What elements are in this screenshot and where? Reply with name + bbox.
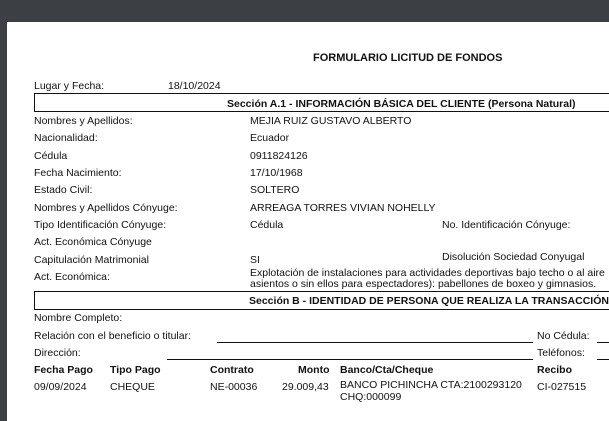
label-nombre-completo: Nombre Completo: [34,312,123,324]
section-b-left-border [34,291,35,310]
col-header-contrato: Contrato [210,364,254,376]
label-act-economica-conyuge: Act. Económica Cónyuge [34,236,152,248]
section-a-heading: Sección A.1 - INFORMACIÓN BÁSICA DEL CLIENTE (Persona Natural) [227,98,576,110]
section-b-bottom-border [34,309,609,310]
value-nacionalidad: Ecuador [250,132,290,144]
cedula-underline [597,342,609,343]
value-estado-civil: SOLTERO [250,184,300,196]
cell-monto: 29.009,43 [282,381,329,393]
section-a-bottom-border [34,111,609,112]
relacion-underline [217,342,533,343]
section-b-top-border [34,291,609,292]
form-title: FORMULARIO LICITUD DE FONDOS [313,52,503,64]
section-a-top-border [34,93,609,94]
section-a-left-border [34,93,35,112]
cell-banco-line2: CHQ:000099 [340,391,402,403]
label-direccion: Dirección: [34,347,81,359]
cell-recibo: CI-027515 [537,381,587,393]
label-cedula: Cédula [34,150,68,162]
label-conyuge: Nombres y Apellidos Cónyuge: [34,202,178,214]
value-tipo-id-conyuge: Cédula [250,219,284,231]
document-page [7,22,609,421]
col-header-recibo: Recibo [537,364,573,376]
value-act-economica-line1: Explotación de instalaciones para actividades deportivas bajo techo o al aire [250,267,605,279]
label-disolucion: Disolución Sociedad Conyugal [442,251,585,263]
cell-contrato: NE-00036 [210,381,258,393]
label-estado-civil: Estado Civil: [34,184,93,196]
value-capitulacion: SI [250,254,260,266]
value-cedula: 0911824126 [250,150,308,162]
label-nombres: Nombres y Apellidos: [34,115,133,127]
value-conyuge: ARREAGA TORRES VIVIAN NOHELLY [250,202,436,214]
cell-fecha-pago: 09/09/2024 [34,381,87,393]
col-header-banco: Banco/Cta/Cheque [340,364,434,376]
col-header-tipo-pago: Tipo Pago [110,364,161,376]
value-fecha-nacimiento: 17/10/1968 [250,167,303,179]
label-act-economica: Act. Económica: [34,271,110,283]
label-fecha-nacimiento: Fecha Nacimiento: [34,167,122,179]
direccion-underline [167,359,533,360]
label-no-id-conyuge: No. Identificación Cónyuge: [442,219,571,231]
telefonos-underline [597,359,609,360]
section-b-heading: Sección B - IDENTIDAD DE PERSONA QUE REALIZA LA TRANSACCIÓN [249,295,609,307]
label-no-cedula: No Cédula: [537,330,590,342]
cell-tipo-pago: CHEQUE [110,381,155,393]
lugar-fecha-label: Lugar y Fecha: [34,80,105,92]
label-tipo-id-conyuge: Tipo Identificación Cónyuge: [34,219,167,231]
value-nombres: MEJIA RUIZ GUSTAVO ALBERTO [250,115,412,127]
cell-banco-line1: BANCO PICHINCHA CTA:2100293120 [340,379,522,391]
label-capitulacion: Capitulación Matrimonial [34,254,149,266]
col-header-monto: Monto [298,364,330,376]
label-nacionalidad: Nacionalidad: [34,132,98,144]
lugar-fecha-value: 18/10/2024 [168,80,221,92]
label-relacion: Relación con el beneficio o titular: [34,330,192,342]
value-act-economica-line2: asientos o sin ellos para espectadores): pabellones de boxeo y gimnasios. [250,278,597,290]
label-telefonos: Teléfonos: [537,347,585,359]
col-header-fecha-pago: Fecha Pago [34,364,93,376]
